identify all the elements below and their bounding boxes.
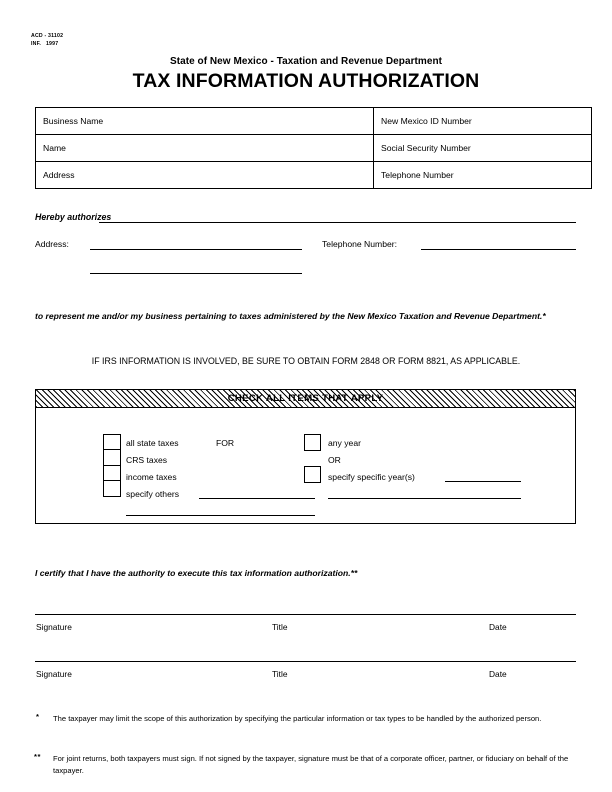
footnote-1-mark: * [36,712,40,721]
specify-others-line-2[interactable] [126,515,315,516]
taxpayer-identification-table [35,107,592,189]
representative-telephone-line[interactable] [421,249,576,250]
representative-telephone-label: Telephone Number: [322,239,398,249]
label-title-1: Title [272,622,288,632]
label-all-state-taxes: all state taxes [126,438,179,448]
specify-years-line-2[interactable] [328,498,521,499]
label-ssn: Social Security Number [374,135,592,162]
footnote-2-text: For joint returns, both taxpayers must sign. If not signed by the taxpayer, signature must be that of a corporate officer, partner, or fiduciary on behalf of the taxpayer. [53,754,569,775]
label-income-taxes: income taxes [126,472,177,482]
signature-line-2[interactable] [35,661,576,662]
specify-others-line-1[interactable] [199,498,315,499]
irs-information-note: IF IRS INFORMATION IS INVOLVED, BE SURE TO OBTAIN FORM 2848 OR FORM 8821, AS APPLICABLE. [91,356,521,366]
label-title-2: Title [272,669,288,679]
agency-line: State of New Mexico - Taxation and Revenue Department [170,56,442,67]
form-number-revision: INF. 1997 [31,40,59,47]
label-specify-specific-years: specify specific year(s) [328,472,415,482]
table-row [36,108,592,135]
checkbox-specify-specific-years[interactable] [304,466,321,483]
label-date-2: Date [489,669,507,679]
representative-address-line-1[interactable] [90,249,302,250]
label-date-1: Date [489,622,507,632]
hereby-authorizes-label: Hereby authorizes [35,212,112,222]
label-address: Address [36,162,374,189]
label-signature-2: Signature [36,669,72,679]
label-signature-1: Signature [36,622,72,632]
label-or: OR [328,455,341,465]
specify-years-line-1[interactable] [445,481,521,482]
footnote-2-mark: ** [34,752,41,761]
representation-paragraph: to represent me and/or my business pertaining to taxes administered by the New Mexico Taxation and Revenue Department.* [35,311,546,321]
page-title: TAX INFORMATION AUTHORIZATION [132,70,480,92]
certification-statement: I certify that I have the authority to execute this tax information authorization.** [35,568,358,578]
check-items-section [35,389,576,524]
label-name: Name [36,135,374,162]
label-any-year: any year [328,438,361,448]
footnote-1-text: The taxpayer may limit the scope of this authorization by specifying the particular information or tax types to be handled by the authorized person. [53,714,542,723]
signature-line-1[interactable] [35,614,576,615]
checkbox-any-year[interactable] [304,434,321,451]
table-row [36,135,592,162]
hereby-authorizes-fill-line[interactable] [99,222,576,223]
tax-type-checkbox-group [103,434,121,497]
table-row [36,162,592,189]
checkbox-specify-others[interactable] [103,480,121,497]
check-items-banner [36,390,575,408]
label-nm-id-number: New Mexico ID Number [374,108,592,135]
label-telephone-number: Telephone Number [374,162,592,189]
representative-address-line-2[interactable] [90,273,302,274]
form-number-code: ACD - 31102 [31,33,64,39]
check-items-banner-label: CHECK ALL ITEMS THAT APPLY [227,392,384,404]
label-business-name: Business Name [36,108,374,135]
label-for: FOR [216,438,235,448]
label-crs-taxes: CRS taxes [126,455,168,465]
representative-address-label: Address: [35,239,69,249]
label-specify-others: specify others [126,489,180,499]
